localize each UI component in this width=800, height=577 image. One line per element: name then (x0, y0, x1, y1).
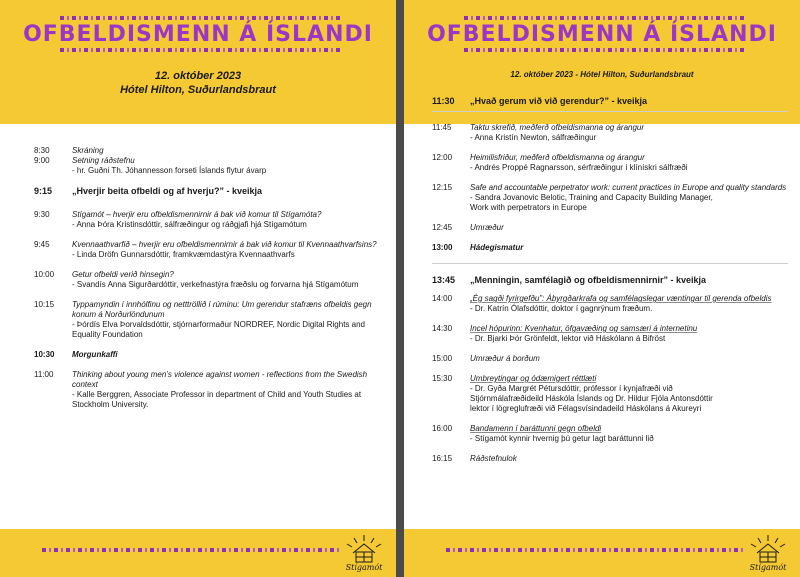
item-title: Skráning (72, 146, 104, 155)
decorative-border (446, 548, 746, 552)
item-speaker: - Linda Dröfn Gunnarsdóttir, framkvæmdastýra Kvennaathvarfs (72, 250, 295, 259)
item-time: 9:00 (34, 156, 50, 165)
schedule-item (432, 374, 788, 414)
item-title: Heimilisfriður, meðferð ofbeldismanna og árangur (470, 153, 645, 162)
item-title: Umbreytingar og ódæmigert réttlæti (470, 374, 597, 383)
schedule-item (34, 300, 379, 340)
item-title: Typpamyndin í innhólfinu og netttröllið í rúminu: Um gerendur stafræns ofbeldis gegn konum á Norðurlöndunum (72, 300, 372, 319)
item-time: 11:30 (432, 96, 455, 106)
item-time: 10:00 (34, 270, 55, 279)
item-speaker: - Dr. Katrín Ólafsdóttir, doktor í gagnrýnum fræðum. (470, 304, 653, 313)
item-title: Bandamenn í baráttunni gegn ofbeldi (470, 424, 602, 433)
schedule-item (432, 324, 788, 344)
item-time: 13:45 (432, 275, 456, 285)
item-title: Umræður (470, 223, 504, 232)
item-speaker: - Svandís Anna Sigurðardóttir, verkefnastýra fræðslu og forvarna hjá Stígamótum (72, 280, 359, 289)
schedule-item (432, 183, 788, 213)
item-time: 9:45 (34, 240, 50, 249)
item-time: 14:00 (432, 294, 453, 303)
item-time: 9:30 (34, 210, 50, 219)
item-title: Incel hópurinn: Kvenhatur, öfgavæðing og samsæri á internetinu (470, 324, 698, 333)
item-speaker: - hr. Guðni Th. Jóhannesson forseti Íslands flytur ávarp (72, 166, 267, 175)
item-title: Safe and accountable perpetrator work: current practices in Europe and quality standards (470, 183, 787, 192)
schedule-item (432, 153, 788, 173)
page-header (0, 0, 396, 124)
schedule-item (34, 270, 379, 290)
item-speaker: lektor í lögreglufræði við Félagsvísindadeild Háskólans á Akureyri (470, 404, 702, 413)
program-page-left (0, 0, 396, 577)
item-title: Thinking about young men’s violence against women - reflections from the Swedish context (72, 370, 368, 389)
schedule-item (432, 123, 788, 143)
program-page-right (404, 0, 800, 577)
logo-text: Stígamót (749, 563, 787, 572)
event-venue: Hótel Hilton, Suðurlandsbraut (120, 84, 276, 96)
item-speaker-org: Work with perpetrators in Europe (470, 203, 587, 212)
item-speaker: - Anna Þóra Kristinsdóttir, sálfræðingur og ráðgjafi hjá Stígamótum (72, 220, 307, 229)
item-title: Hádegismatur (470, 243, 524, 252)
schedule-item (34, 370, 379, 410)
item-speaker: Stjórnmálafræðideild Háskóla Íslands og Dr. Hildur Fjóla Antonsdóttir (470, 394, 713, 403)
schedule-item (432, 223, 788, 233)
item-time: 9:15 (34, 186, 53, 196)
item-title: Ráðstefnulok (470, 454, 517, 463)
item-time: 11:00 (34, 370, 54, 379)
page-title: OFBELDISMENN Á ÍSLANDI (23, 22, 373, 47)
item-speaker: - Dr. Bjarki Þór Grönfeldt, lektor við Háskólann á Bifröst (470, 334, 666, 343)
item-title: Getur ofbeldi verið hinsegin? (72, 270, 174, 279)
schedule-list (34, 146, 379, 420)
stigamot-logo-icon (340, 533, 388, 575)
item-time: 12:45 (432, 223, 453, 232)
decorative-border (464, 48, 744, 52)
decorative-border (60, 16, 340, 20)
item-title: Setning ráðstefnu (72, 156, 135, 165)
page-footer (0, 529, 396, 577)
item-speaker: - Stígamót kynnir hvernig þú getur lagt baráttunni lið (470, 434, 654, 443)
item-speaker: - Anna Kristín Newton, sálfræðingur (470, 133, 597, 142)
schedule-item-break (34, 350, 379, 360)
logo-text: Stígamót (345, 563, 383, 572)
schedule-item (432, 294, 788, 314)
item-time: 13:00 (432, 243, 453, 252)
event-date-venue: 12. október 2023 - Hótel Hilton, Suðurlandsbraut (510, 70, 694, 79)
item-time: 12:00 (432, 153, 453, 162)
sun-house-icon (744, 533, 792, 565)
decorative-border (60, 48, 340, 52)
schedule-item (34, 146, 379, 156)
item-time: 15:00 (432, 354, 453, 363)
item-time: 11:45 (432, 123, 452, 132)
item-time: 15:30 (432, 374, 453, 383)
divider (432, 111, 788, 112)
item-title: Stígamót – hverjir eru ofbeldismennirnir á bak við komur til Stígamóta? (72, 210, 322, 219)
page-footer (404, 529, 800, 577)
item-title: Taktu skrefið, meðferð ofbeldismanna og árangur (470, 123, 645, 132)
schedule-item-session (432, 96, 788, 107)
schedule-item (432, 454, 788, 464)
stigamot-logo-icon (744, 533, 792, 575)
item-title: Umræður á borðum (470, 354, 540, 363)
decorative-border (464, 16, 744, 20)
item-title: „Ég sagði fyrirgefðu”: Ábyrgðarkrafa og samfélagslegar væntingar til gerenda ofbeldis (470, 294, 772, 303)
item-title: „Hvað gerum við við gerendur?” - kveikja (470, 96, 648, 106)
item-speaker: - Dr. Gyða Margrét Pétursdóttir, prófessor í kynjafræði við (470, 384, 673, 393)
item-time: 8:30 (34, 146, 50, 155)
schedule-item-session (432, 275, 788, 286)
divider (432, 263, 788, 264)
schedule-list (432, 96, 788, 474)
schedule-item (34, 240, 379, 260)
item-title: „Hverjir beita ofbeldi og af hverju?” - kveikja (72, 186, 263, 196)
schedule-item-session (34, 186, 379, 197)
item-title: Morgunkaffi (72, 350, 118, 359)
schedule-item (432, 354, 788, 364)
event-date: 12. október 2023 (154, 70, 242, 82)
schedule-item (34, 210, 379, 230)
schedule-item-break (432, 243, 788, 253)
item-speaker: - Þórdís Elva Þorvaldsdóttir, stjórnarformaður NORDREF, Nordic Digital Rights and Equality Foundation (72, 320, 365, 339)
sun-house-icon (340, 533, 388, 565)
page-title: OFBELDISMENN Á ÍSLANDI (427, 22, 777, 47)
item-title: Kvennaathvarfið – hverjir eru ofbeldismennirnir á bak við komur til Kvennaathvarfsins? (72, 240, 377, 249)
item-time: 16:15 (432, 454, 453, 463)
item-time: 10:30 (34, 350, 55, 359)
schedule-item (432, 424, 788, 444)
item-time: 12:15 (432, 183, 453, 192)
item-title: „Menningin, samfélagið og ofbeldismennirnir” - kveikja (470, 275, 707, 285)
decorative-border (42, 548, 342, 552)
item-speaker: - Kalle Berggren, Associate Professor in department of Child and Youth Studies at Stockholm University. (72, 390, 362, 409)
schedule-item (34, 156, 379, 176)
item-speaker: - Sandra Jovanovic Belotic, Training and Capacity Building Manager, (470, 193, 713, 202)
item-time: 14:30 (432, 324, 453, 333)
item-time: 16:00 (432, 424, 453, 433)
item-time: 10:15 (34, 300, 55, 309)
item-speaker: - Andrés Proppé Ragnarsson, sérfræðingur í klínískri sálfræði (470, 163, 688, 172)
